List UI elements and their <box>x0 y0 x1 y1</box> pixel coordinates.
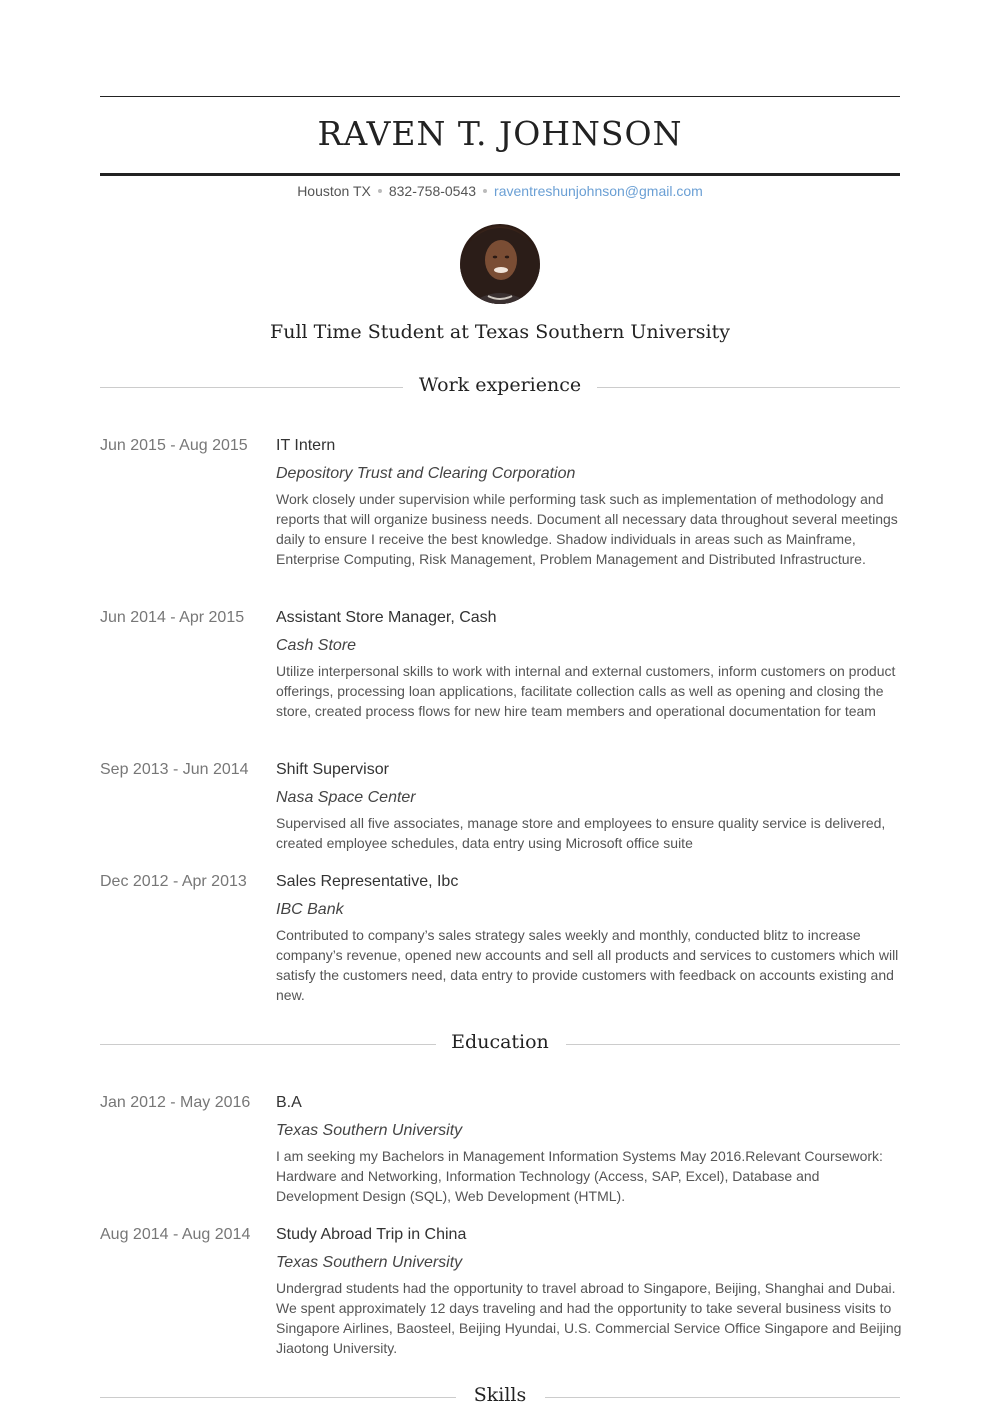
entry-date: Jun 2015 - Aug 2015 <box>100 437 248 454</box>
section-title: Work experience <box>418 374 582 396</box>
top-rule <box>100 96 900 97</box>
section-skills <box>100 1381 900 1411</box>
contact-line <box>100 182 900 200</box>
entry-role: Assistant Store Manager, Cash <box>276 609 497 626</box>
entry-description: Work closely under supervision while performing task such as implementation of methodology and reports that will organize business needs. Document all necessary data throughout several meetings daily to ensure I receive the best knowledge. Shadow individuals in areas such as Mainframe, Enterprise Computing, Risk Management, Problem Management and Distributed Infrastructure. <box>276 491 898 567</box>
section-work-experience <box>100 371 900 401</box>
section-education <box>100 1028 900 1058</box>
entry-date: Jan 2012 - May 2016 <box>100 1094 251 1111</box>
entry-school: Texas Southern University <box>276 1122 463 1139</box>
entry-organization: Nasa Space Center <box>276 789 416 806</box>
entry-organization: IBC Bank <box>276 901 344 918</box>
entry-date: Aug 2014 - Aug 2014 <box>100 1226 251 1243</box>
entry-organization: Depository Trust and Clearing Corporation <box>276 465 576 482</box>
separator-dot-icon <box>483 189 487 193</box>
entry-school: Texas Southern University <box>276 1254 463 1271</box>
avatar <box>460 224 540 304</box>
phone-text: 832-758-0543 <box>388 183 477 199</box>
entry-description: Utilize interpersonal skills to work with internal and external customers, inform customers on product offerings, processing loan applications, facilitate collection calls as well as opening and closing the store, created process flows for new hire team members and operational documentation for team <box>276 663 896 719</box>
section-title: Skills <box>473 1384 527 1406</box>
entry-organization: Cash Store <box>276 637 357 654</box>
entry-description: Supervised all five associates, manage store and employees to ensure quality service is delivered, created employee schedules, data entry using Microsoft office suite <box>276 815 886 851</box>
candidate-name: RAVEN T. JOHNSON <box>317 114 683 153</box>
email-link[interactable]: raventreshunjohnson@gmail.com <box>494 183 703 199</box>
entry-role: IT Intern <box>276 437 336 454</box>
entry-role: Sales Representative, Ibc <box>276 873 459 890</box>
entry-description: Undergrad students had the opportunity to travel abroad to Singapore, Beijing, Shanghai and Dubai. We spent approximately 12 days traveling and had the opportunity to take several business visits to Singapore Airlines, Baosteel, Beijing Hyundai, U.S. Commercial Service Office Singapore and Beijing Jiaotong University. <box>276 1280 902 1356</box>
headline: Full Time Student at Texas Southern University <box>270 321 730 343</box>
entry-description: Contributed to company’s sales strategy sales weekly and monthly, conducted blitz to increase company’s revenue, opened new accounts and sell all products and services to customers which will satisfy the customers need, data entry to provide customers with feedback on accounts existing and new. <box>276 927 899 1003</box>
entry-role: Shift Supervisor <box>276 761 389 778</box>
entry-date: Dec 2012 - Apr 2013 <box>100 873 247 890</box>
entry-description: I am seeking my Bachelors in Management Information Systems May 2016.Relevant Coursework: Hardware and Networking, Information Technology (Access, SAP, Excel), Database and Development Design (SQL), Web Development (HTML). <box>276 1148 883 1204</box>
entry-degree: Study Abroad Trip in China <box>276 1226 467 1243</box>
location-text: Houston TX <box>297 183 371 199</box>
section-title: Education <box>451 1031 549 1053</box>
profile-photo-icon <box>460 224 540 304</box>
separator-dot-icon <box>378 189 382 193</box>
entry-date: Jun 2014 - Apr 2015 <box>100 609 245 626</box>
entry-date: Sep 2013 - Jun 2014 <box>100 761 249 778</box>
header-rule <box>100 173 900 176</box>
entry-degree: B.A <box>276 1094 302 1111</box>
